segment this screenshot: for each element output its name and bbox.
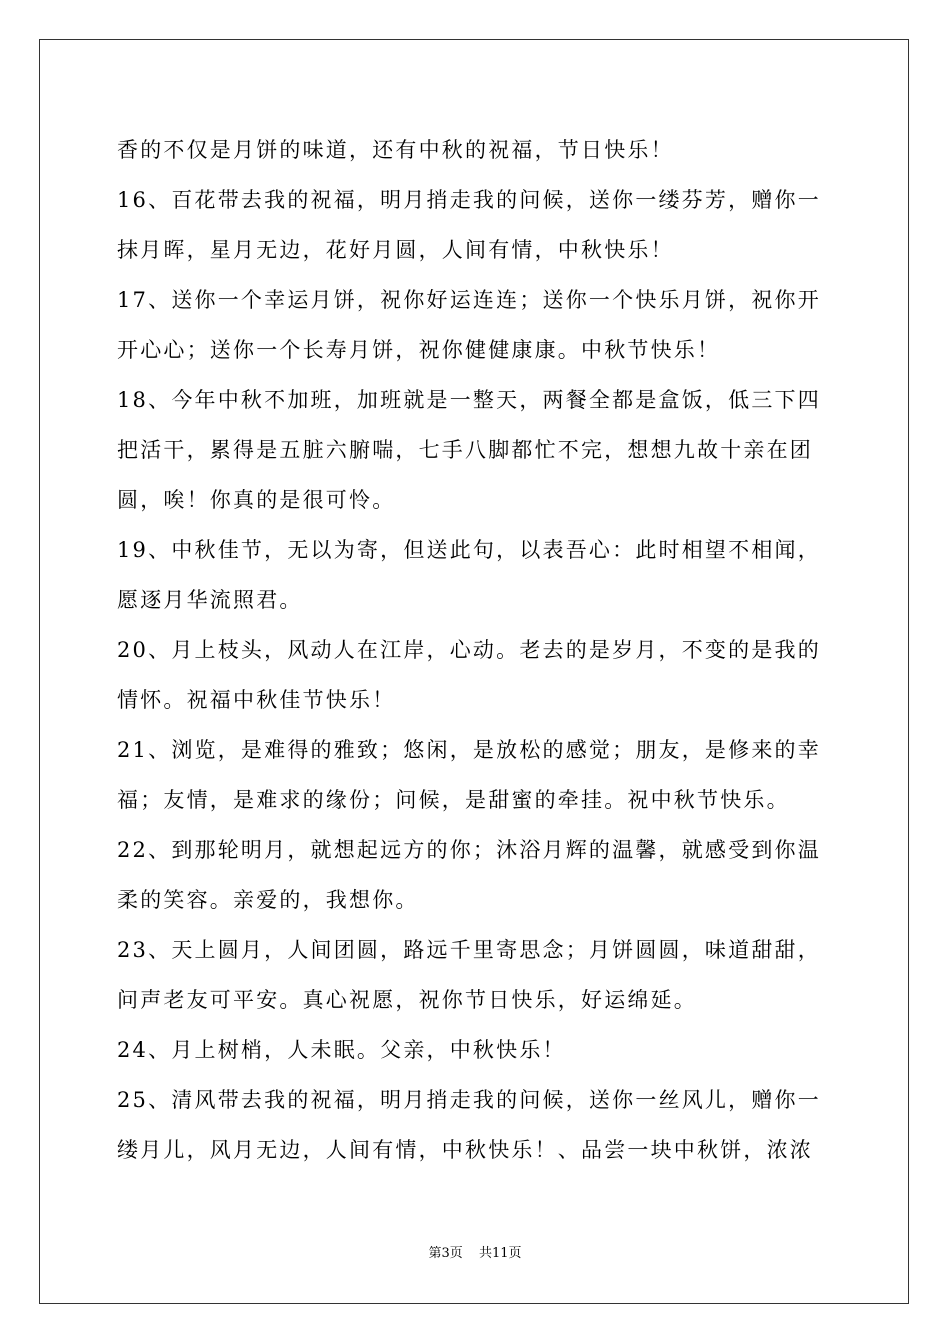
text-line: 18、今年中秋不加班，加班就是一整天，两餐全都是盒饭，低三下四 <box>117 388 821 412</box>
text-line: 愿逐月华流照君。 <box>117 588 303 612</box>
text-line: 缕月儿，风月无边，人间有情，中秋快乐！、品尝一块中秋饼，浓浓 <box>117 1138 813 1162</box>
text-line: 抹月晖，星月无边，花好月圆，人间有情，中秋快乐！ <box>117 238 674 262</box>
text-line: 19、中秋佳节，无以为寄，但送此句，以表吾心：此时相望不相闻， <box>117 538 821 562</box>
text-line: 20、月上枝头，风动人在江岸，心动。老去的是岁月，不变的是我的 <box>117 638 821 662</box>
current-page-number: 第3页 <box>428 1246 463 1261</box>
text-line: 24、月上树梢，人未眠。父亲，中秋快乐！ <box>117 1038 566 1062</box>
text-line: 16、百花带去我的祝福，明月捎走我的问候，送你一缕芬芳，赠你一 <box>117 188 821 212</box>
text-line: 圆，唉！你真的是很可怜。 <box>117 488 396 512</box>
page-footer <box>0 1245 950 1263</box>
text-line: 21、浏览，是难得的雅致；悠闲，是放松的感觉；朋友，是修来的幸 <box>117 738 821 762</box>
text-line: 柔的笑容。亲爱的，我想你。 <box>117 888 419 912</box>
text-line: 情怀。祝福中秋佳节快乐！ <box>117 688 396 712</box>
total-pages: 共11页 <box>478 1246 522 1261</box>
text-line: 香的不仅是月饼的味道，还有中秋的祝福，节日快乐！ <box>117 138 674 162</box>
text-line: 把活干，累得是五脏六腑喘，七手八脚都忙不完，想想九故十亲在团 <box>117 438 813 462</box>
text-line: 25、清风带去我的祝福，明月捎走我的问候，送你一丝风儿，赠你一 <box>117 1088 821 1112</box>
text-line: 23、天上圆月，人间团圆，路远千里寄思念；月饼圆圆，味道甜甜， <box>117 938 821 962</box>
text-line: 问声老友可平安。真心祝愿，祝你节日快乐，好运绵延。 <box>117 988 697 1012</box>
text-line: 开心心；送你一个长寿月饼，祝你健健康康。中秋节快乐！ <box>117 338 721 362</box>
text-line: 17、送你一个幸运月饼，祝你好运连连；送你一个快乐月饼，祝你开 <box>117 288 821 312</box>
text-line: 22、到那轮明月，就想起远方的你；沐浴月辉的温馨，就感受到你温 <box>117 838 821 862</box>
text-line: 福；友情，是难求的缘份；问候，是甜蜜的牵挂。祝中秋节快乐。 <box>117 788 790 812</box>
